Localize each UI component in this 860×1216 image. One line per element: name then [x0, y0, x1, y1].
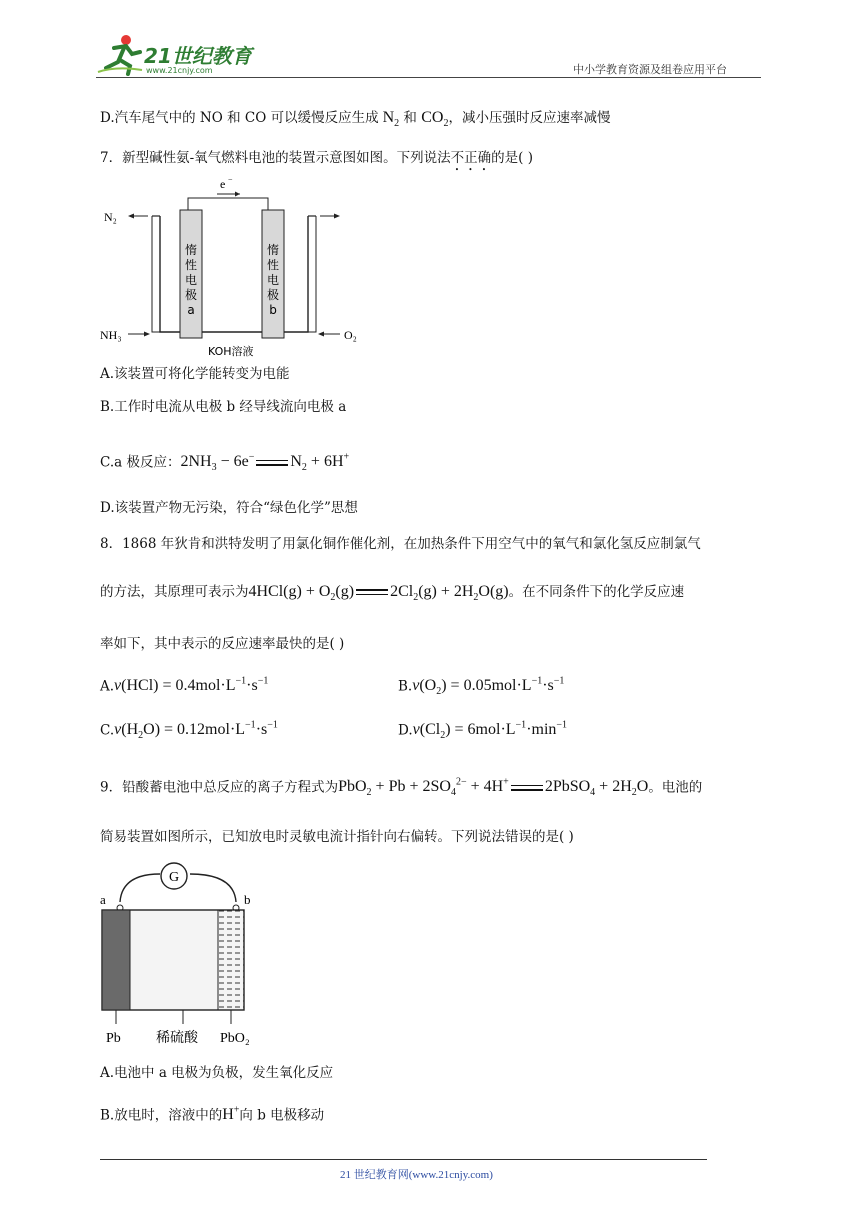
- header-platform-text: 中小学教育资源及组卷应用平台: [573, 63, 727, 76]
- svg-text:G: G: [168, 870, 180, 885]
- q7-option-b: B.工作时电流从电极 b 经导线流向电极 a: [100, 399, 347, 415]
- logo-url: www.21cnjy.com: [146, 66, 213, 75]
- electrode-b-char-5: b: [269, 303, 277, 317]
- electrode-b-char-2: 性: [266, 258, 280, 272]
- pbo2-electrode: [218, 910, 244, 1010]
- q7-option-a: A.该装置可将化学能转变为电能: [100, 366, 290, 382]
- electrode-b-char-4: 极: [266, 288, 280, 302]
- q8-line-1: 8．1868 年狄肯和洪特发明了用氯化铜作催化剂，在加热条件下用空气中的氧气和氯化氢反应制氯气: [100, 536, 701, 552]
- header-rule: [96, 77, 761, 78]
- q7-option-c: C.a 极反应：$2NH_3 - 6e^-$ $N_2 + 6H^+$: [100, 452, 350, 474]
- q9-line-2: 简易装置如图所示，已知放电时灵敏电流计指针向右偏转。下列说法错误的是( ): [100, 829, 574, 845]
- q8-line-3: 率如下，其中表示的反应速率最快的是( ): [100, 636, 345, 652]
- q9-option-a: A.电池中 a 电极为负极，发生氧化反应: [100, 1065, 334, 1081]
- runner-logo-icon: [96, 32, 144, 76]
- svg-text:−: −: [228, 175, 233, 184]
- logo-text: 21世纪教育: [144, 44, 252, 68]
- terminal-b-label: b: [244, 892, 251, 907]
- q9-option-b: B.放电时，溶液中的H+向 b 电极移动: [100, 1105, 325, 1124]
- q9-line-1: 9．铅酸蓄电池中总反应的离子方程式为$PbO_2 + Pb + 2SO_4^{2-} + 4H^+$ 2PbSO$_4$ + $2H_2O$。电池的: [100, 777, 703, 799]
- footer-text: 21 世纪教育网(www.21cnjy.com): [340, 1169, 493, 1181]
- electrode-a-char-4: 极: [184, 288, 198, 302]
- q8-option-a: $A.v(HCl) = 0.4mol\cdot L^{-1}\cdot s^{-1}$: [100, 676, 269, 695]
- electron-label: e: [220, 177, 226, 191]
- electrode-a-char-1: 惰: [184, 243, 198, 257]
- acid-label: 稀硫酸: [156, 1030, 198, 1046]
- pb-electrode: [102, 910, 130, 1010]
- electrode-a-char-2: 性: [184, 258, 198, 272]
- koh-label: KOH溶液: [208, 345, 254, 358]
- q6-option-d: D.汽车尾气中的 NO 和 CO 可以缓慢反应生成 $N_2$ 和 $CO_2$，减小压强时反应速率减慢: [100, 109, 611, 130]
- q8-option-b: $B.v(O_2) = 0.05mol\cdot L^{-1}\cdot s^{-1}$: [398, 676, 565, 698]
- header-logo: [96, 32, 266, 78]
- electrode-b-char-3: 电: [266, 273, 280, 287]
- pbo2-label: PbO₂: [220, 1031, 250, 1046]
- q9-lead-acid-battery-diagram: [98, 860, 268, 1050]
- n2-label: N₂: [104, 210, 117, 224]
- electrode-a-char-3: 电: [184, 273, 198, 287]
- electrode-a-char-5: a: [187, 303, 195, 317]
- q7-option-d: D.该装置产物无污染，符合“绿色化学”思想: [100, 500, 358, 516]
- q7-stem: 7．新型碱性氨-氧气燃料电池的装置示意图如图。下列说法不正确的是( ): [100, 150, 533, 166]
- q8-option-c: $C.v(H_2O) = 0.12mol\cdot L^{-1}\cdot s^{-1}$: [100, 720, 278, 742]
- electrode-b-char-1: 惰: [266, 243, 280, 257]
- footer-rule: [100, 1159, 707, 1160]
- o2-label: O₂: [344, 328, 357, 342]
- pb-label: Pb: [106, 1031, 121, 1046]
- terminal-a-label: a: [100, 892, 106, 907]
- q7-fuel-cell-diagram: [100, 172, 370, 362]
- q8-option-d: $D.v(Cl_2) = 6mol\cdot L^{-1}\cdot\min^{-1}$: [398, 720, 568, 742]
- nh3-label: NH₃: [100, 328, 122, 342]
- q8-line-2: 的方法，其原理可表示为$4HCl(g) + O_2(g) 2Cl_2(g) + 2H_2O(g)$。在不同条件下的化学反应速: [100, 583, 685, 604]
